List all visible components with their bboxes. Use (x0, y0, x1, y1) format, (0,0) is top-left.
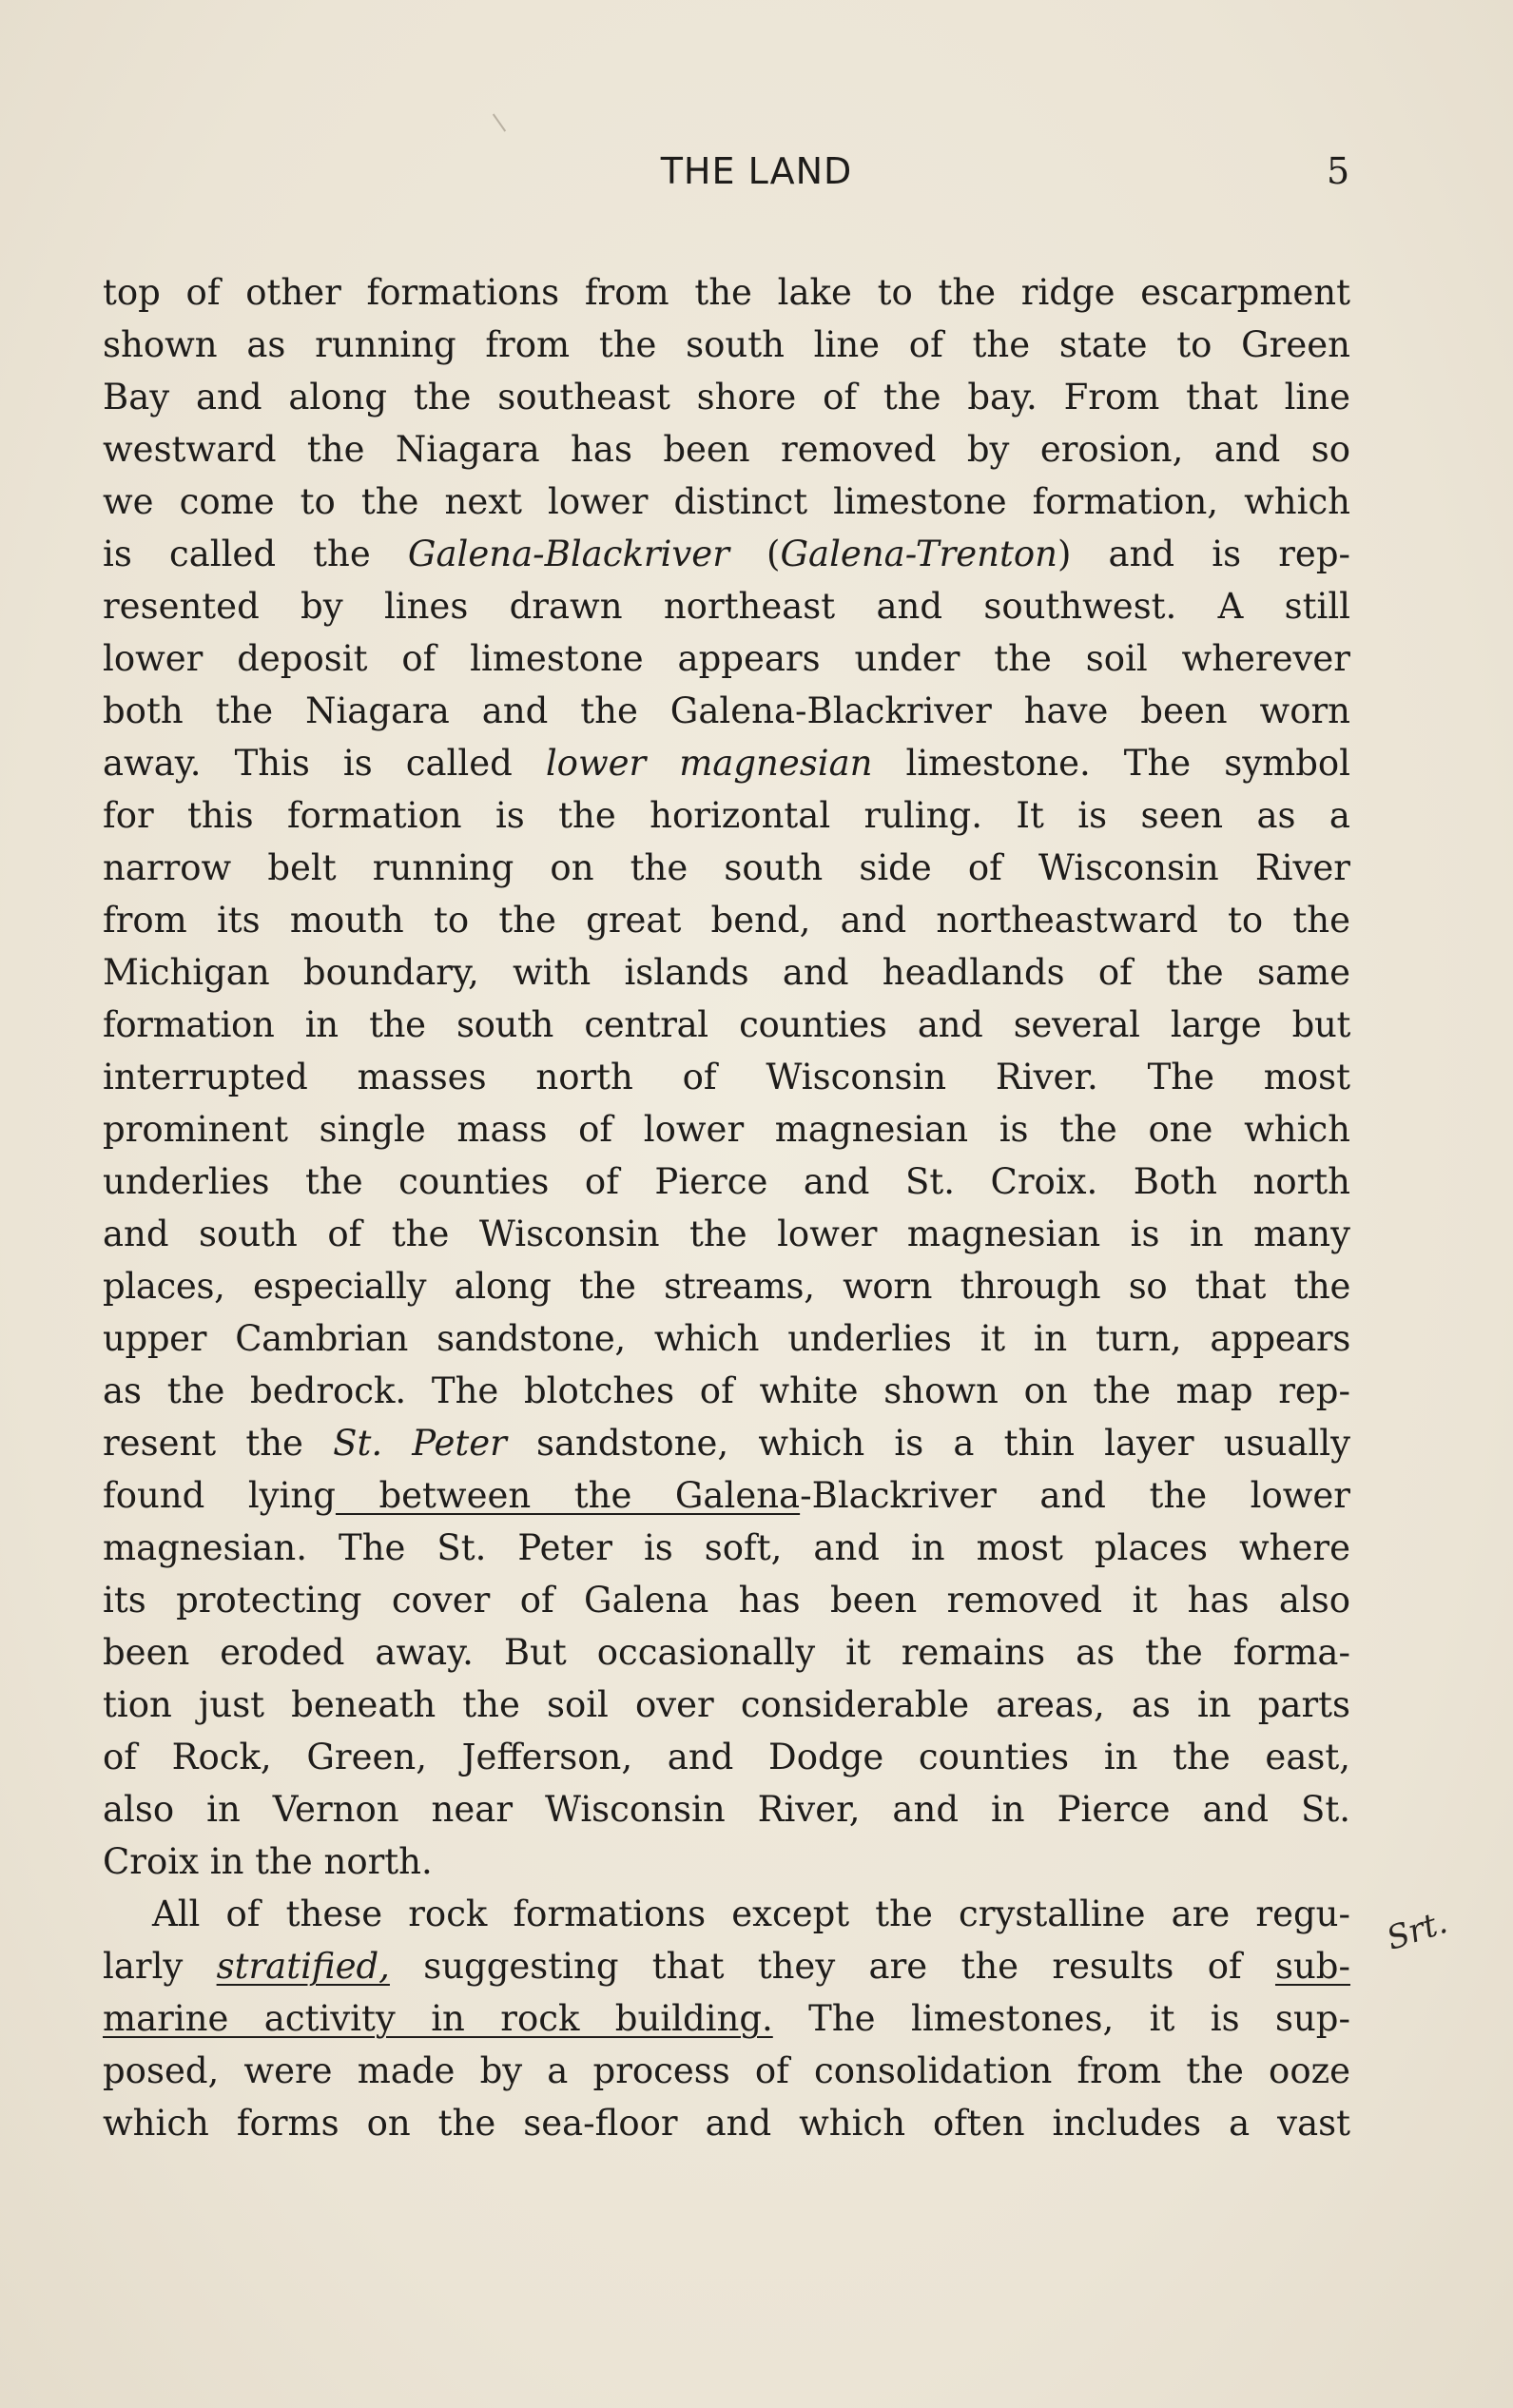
text-line: lower deposit of limestone appears under the soil wherever (103, 638, 1350, 679)
page-number: 5 (1327, 150, 1350, 192)
text-line: Croix in the north. (103, 1841, 433, 1882)
italic-term: St. Peter (333, 1423, 507, 1464)
text-line: also in Vernon near Wisconsin River, and in Pierce and St. (103, 1789, 1350, 1830)
text-line: prominent single mass of lower magnesian is the one which (103, 1109, 1350, 1150)
text-line: is called the Galena-Blackriver (Galena-Trenton) and is rep- (103, 534, 1351, 574)
text-line: found lying between the Galena-Blackriver and the lower (103, 1475, 1350, 1516)
paragraph-1 (103, 266, 1350, 1888)
handwritten-margin-note: Srt. (1382, 1903, 1452, 1958)
text-line: tion just beneath the soil over considerable areas, as in parts (103, 1684, 1350, 1725)
text-line: interrupted masses north of Wisconsin River. The most (103, 1057, 1350, 1097)
text-line: All of these rock formations except the crystalline are regu- (152, 1893, 1350, 1934)
text-line: westward the Niagara has been removed by erosion, and so (103, 429, 1350, 470)
text-line: resent the St. Peter sandstone, which is a thin layer usually (103, 1423, 1350, 1464)
text-line: larly stratified, suggesting that they are the results of sub- (103, 1946, 1350, 1987)
body-text (103, 266, 1350, 2149)
text-line: we come to the next lower distinct limestone formation, which (103, 481, 1350, 522)
page-title: THE LAND (660, 150, 853, 192)
text-line: Bay and along the southeast shore of the bay. From that line (103, 377, 1350, 418)
italic-term: Galena-Blackriver (407, 534, 729, 574)
text-line: places, especially along the streams, worn through so that the (103, 1266, 1350, 1307)
italic-term: Galena-Trenton (780, 534, 1057, 574)
text-line: formation in the south central counties and several large but (103, 1004, 1350, 1045)
text-line: underlies the counties of Pierce and St. Croix. Both north (103, 1161, 1350, 1202)
underlined-text: marine activity in rock building. (103, 1998, 773, 2039)
running-head (0, 150, 1513, 198)
italic-term: lower magnesian (545, 743, 873, 784)
italic-underlined-term: stratified, (216, 1946, 390, 1987)
text-line: away. This is called lower magnesian limestone. The symbol (103, 743, 1351, 784)
page-blemish (493, 113, 506, 131)
text-line: its protecting cover of Galena has been removed it has also (103, 1580, 1350, 1621)
text-line: which forms on the sea-floor and which often includes a vast (103, 2103, 1350, 2144)
text-line: both the Niagara and the Galena-Blackriver have been worn (103, 690, 1350, 731)
text-line: magnesian. The St. Peter is soft, and in most places where (103, 1527, 1350, 1568)
text-line: been eroded away. But occasionally it remains as the forma- (103, 1632, 1350, 1673)
text-line: Michigan boundary, with islands and headlands of the same (103, 952, 1350, 993)
text-line: for this formation is the horizontal ruling. It is seen as a (103, 795, 1350, 836)
text-line: resented by lines drawn northeast and southwest. A still (103, 586, 1350, 627)
text-line: marine activity in rock building. The limestones, it is sup- (103, 1998, 1350, 2039)
underlined-text: between the Galena (335, 1475, 801, 1516)
underlined-text: sub- (1274, 1946, 1350, 1987)
text-line: shown as running from the south line of the state to Green (103, 324, 1350, 365)
text-line: as the bedrock. The blotches of white shown on the map rep- (103, 1370, 1350, 1411)
text-line: posed, were made by a process of consolidation from the ooze (103, 2050, 1350, 2091)
text-line: from its mouth to the great bend, and northeastward to the (103, 900, 1350, 941)
paragraph-2 (103, 1888, 1350, 2149)
text-line: narrow belt running on the south side of Wisconsin River (103, 847, 1350, 888)
text-line: and south of the Wisconsin the lower magnesian is in many (103, 1214, 1350, 1254)
text-line: top of other formations from the lake to the ridge escarpment (103, 272, 1350, 313)
text-line: of Rock, Green, Jefferson, and Dodge counties in the east, (103, 1737, 1350, 1777)
text-line: upper Cambrian sandstone, which underlies it in turn, appears (103, 1318, 1350, 1359)
